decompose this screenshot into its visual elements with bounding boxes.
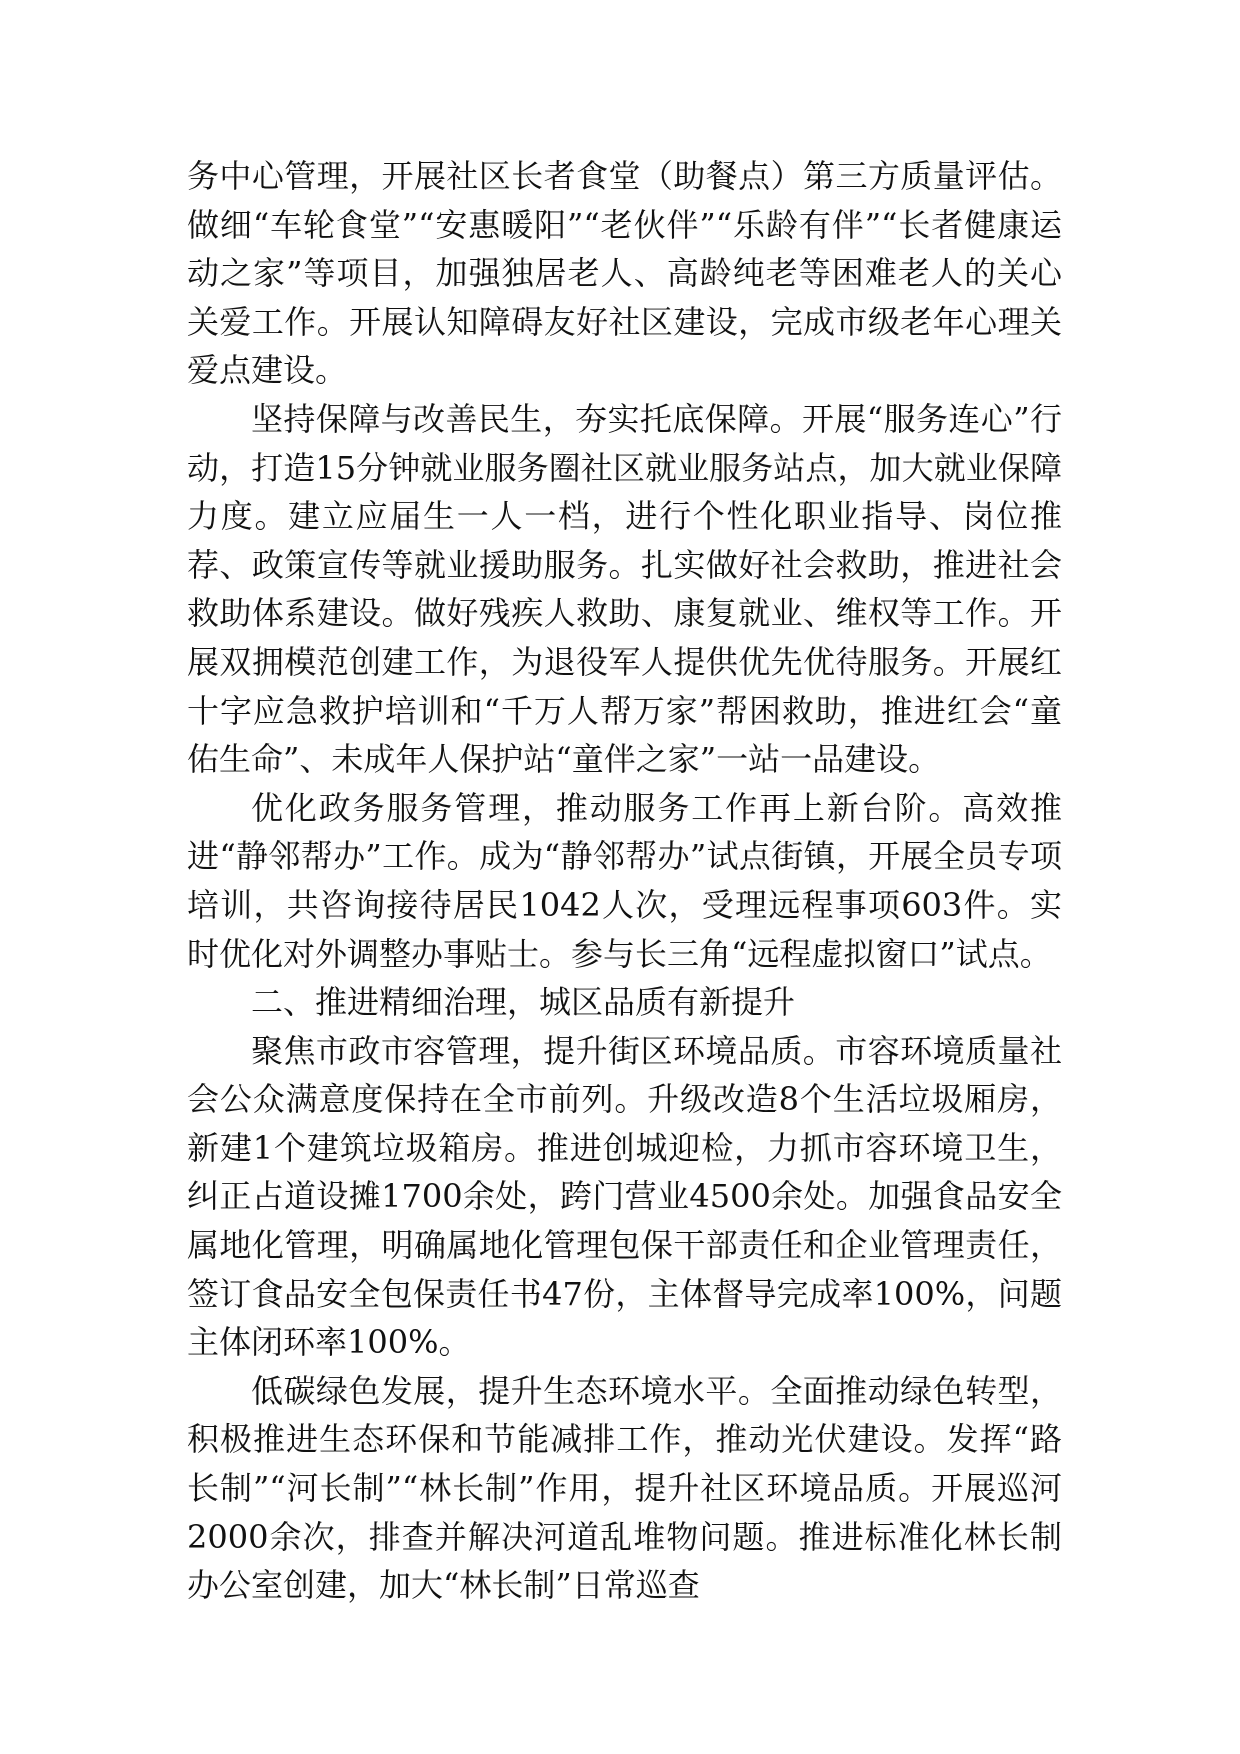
paragraph-government-services: 优化政务服务管理，推动服务工作再上新台阶。高效推进“静邻帮办”工作。成为“静邻帮办”试点街镇，开展全员专项培训，共咨询接待居民1042人次，受理远程事项603件。实时优化对外调整办事贴士。参与长三角“远程虚拟窗口”试点。 xyxy=(187,788,1062,973)
paragraph-livelihood-security: 坚持保障与改善民生，夯实托底保障。开展“服务连心”行动，打造15分钟就业服务圈社区就业服务站点，加大就业保障力度。建立应届生一人一档，进行个性化职业指导、岗位推荐、政策宣传等就业援助服务。扎实做好社会救助，推进社会救助体系建设。做好残疾人救助、康复就业、维权等工作。开展双拥模范创建工作，为退役军人提供优先优待服务。开展红十字应急救护培训和“千万人帮万家”帮困救助，推进红会“童佑生命”、未成年人保护站“童伴之家”一站一品建设。 xyxy=(187,399,1062,779)
section-heading: 二、推进精细治理，城区品质有新提升 xyxy=(251,983,796,1022)
paragraph-elderly-services: 务中心管理，开展社区长者食堂（助餐点）第三方质量评估。做细“车轮食堂”“安惠暖阳”“老伙伴”“乐龄有伴”“长者健康运动之家”等项目，加强独居老人、高龄纯老等困难老人的关心关爱工作。开展认知障碍友好社区建设，完成市级老年心理关爱点建设。 xyxy=(187,157,1062,390)
document-body xyxy=(187,152,1062,1610)
paragraph-city-appearance: 聚焦市政市容管理，提升街区环境品质。市容环境质量社会公众满意度保持在全市前列。升级改造8个生活垃圾厢房，新建1个建筑垃圾箱房。推进创城迎检，力抓市容环境卫生，纠正占道设摊1700余处，跨门营业4500余处。加强食品安全属地化管理，明确属地化管理包保干部责任和企业管理责任，签订食品安全包保责任书47份，主体督导完成率100%，问题主体闭环率100%。 xyxy=(187,1031,1062,1362)
paragraph-green-development: 低碳绿色发展，提升生态环境水平。全面推动绿色转型，积极推进生态环保和节能减排工作，推动光伏建设。发挥“路长制”“河长制”“林长制”作用，提升社区环境品质。开展巡河2000余次，排查并解决河道乱堆物问题。推进标准化林长制办公室创建，加大“林长制”日常巡查 xyxy=(187,1371,1062,1605)
